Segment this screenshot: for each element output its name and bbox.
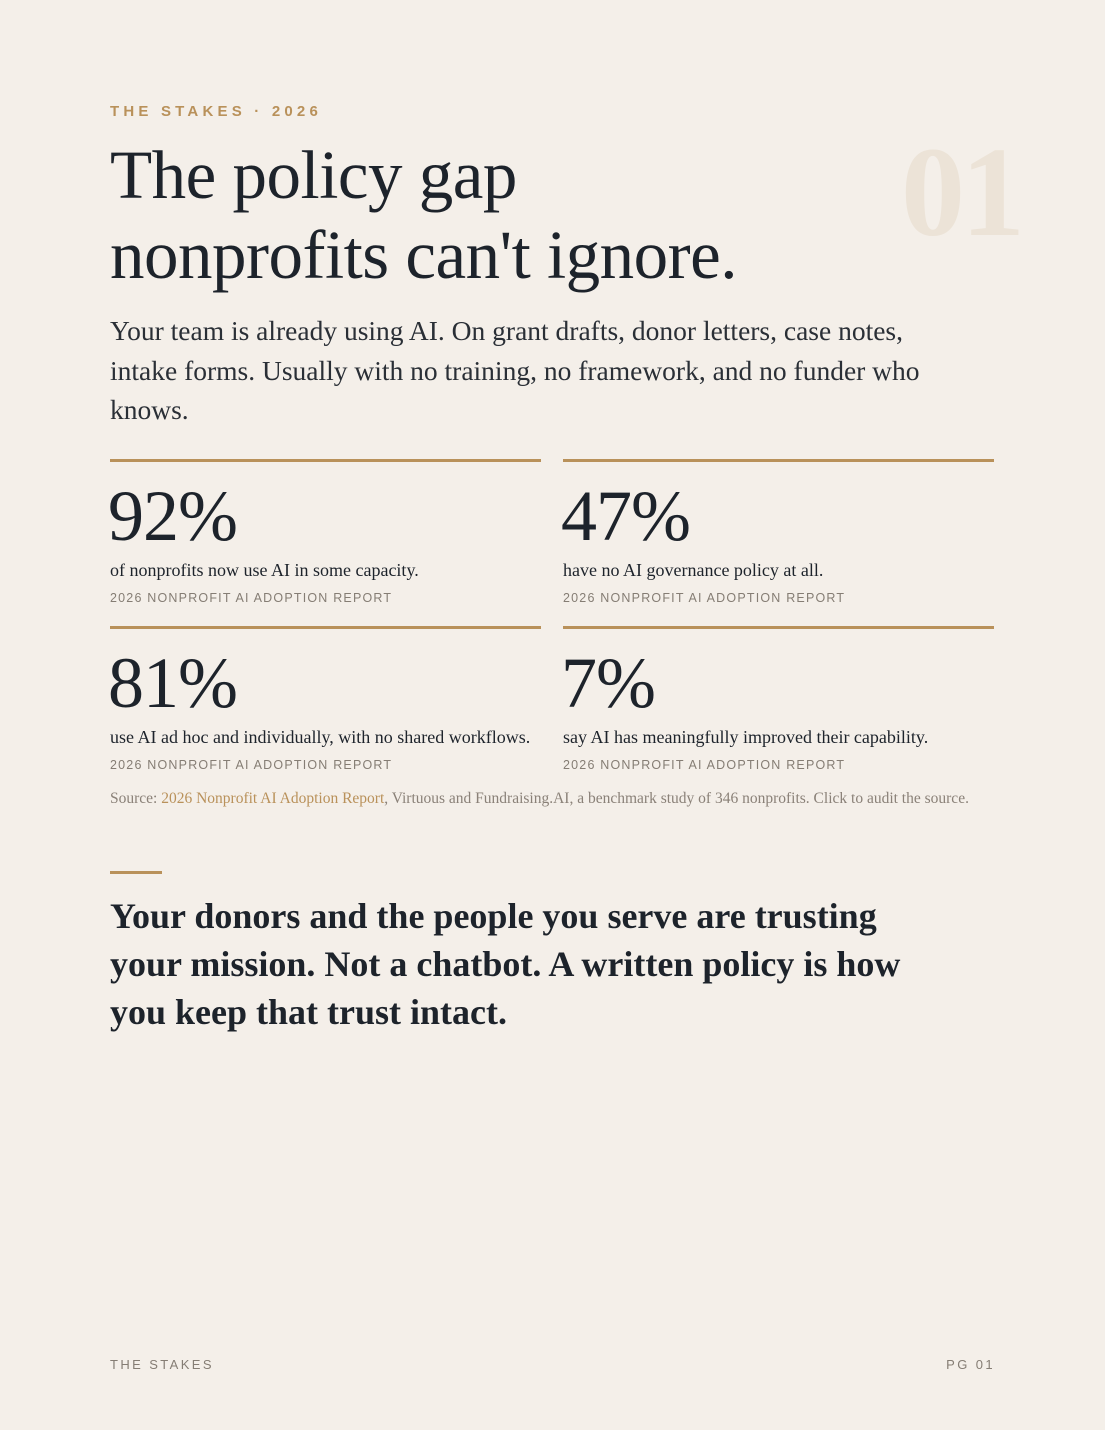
lead-paragraph: Your team is already using AI. On grant drafts, donor letters, case notes, intake forms. Usually with no training, no framework, and no funder who knows. [110, 315, 920, 425]
stat-card [561, 459, 994, 605]
section-eyebrow: THE STAKES · 2026 [110, 103, 322, 120]
source-suffix: , Virtuous and Fundraising.AI, a benchmark study of 346 nonprofits. Click to audit the source. [384, 790, 969, 807]
source-note [110, 786, 995, 812]
source-prefix: Source: [110, 790, 162, 807]
footer-page-number: PG 01 [946, 1357, 995, 1372]
stat-description: say AI has meaningfully improved their capability. [563, 727, 929, 747]
stat-source: 2026 NONPROFIT AI ADOPTION REPORT [110, 591, 393, 605]
stat-card [561, 626, 994, 772]
stat-description: of nonprofits now use AI in some capacity. [110, 560, 419, 580]
accent-divider [110, 871, 162, 874]
source-report-link[interactable]: 2026 Nonprofit AI Adoption Report [161, 790, 385, 807]
stat-value: 92% [108, 476, 237, 556]
stat-description: use AI ad hoc and individually, with no shared workflows. [110, 727, 531, 747]
stat-source: 2026 NONPROFIT AI ADOPTION REPORT [110, 758, 393, 772]
section-number-watermark: 01 [901, 121, 1021, 263]
title-line-1: The policy gap [110, 137, 517, 213]
title-line-2: nonprofits can't ignore. [110, 217, 738, 293]
footer-section-label: THE STAKES [110, 1357, 214, 1372]
stat-source: 2026 NONPROFIT AI ADOPTION REPORT [563, 758, 846, 772]
stat-card [108, 626, 541, 772]
stat-description: have no AI governance policy at all. [563, 560, 824, 580]
stat-source: 2026 NONPROFIT AI ADOPTION REPORT [563, 591, 846, 605]
stat-value: 81% [108, 643, 237, 723]
stat-value: 47% [561, 476, 690, 556]
stat-value: 7% [561, 643, 655, 723]
stat-card [108, 459, 541, 605]
page-title [110, 135, 737, 295]
pull-quote: Your donors and the people you serve are trusting your mission. Not a chatbot. A written policy is how you keep that trust intact. [110, 896, 901, 1032]
page [108, 0, 1021, 1430]
